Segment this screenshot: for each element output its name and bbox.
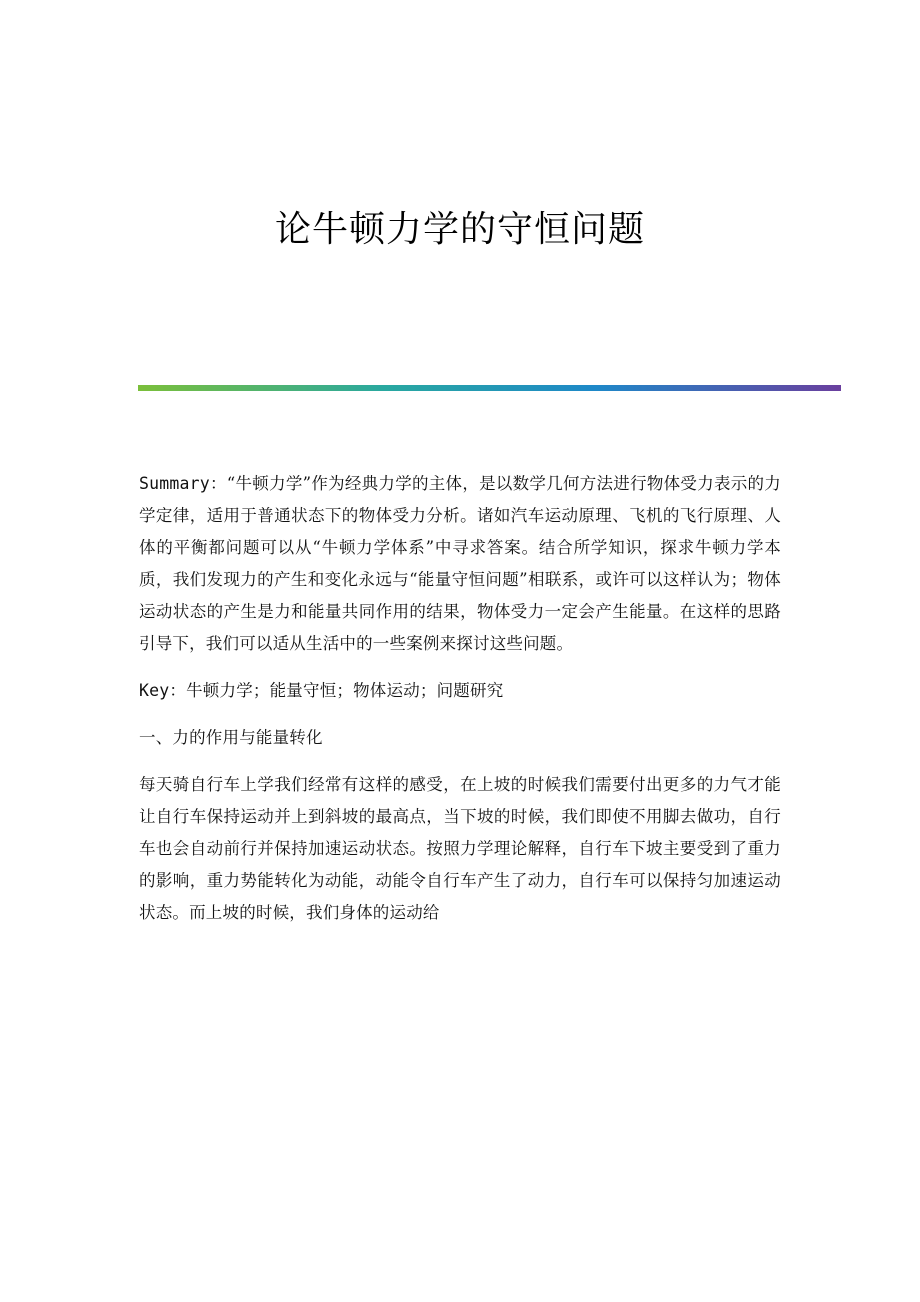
summary-label: Summary： bbox=[139, 474, 227, 493]
keywords-label: Key： bbox=[139, 681, 187, 700]
keywords-text: 牛顿力学；能量守恒；物体运动；问题研究 bbox=[186, 681, 504, 700]
section-heading: 一、力的作用与能量转化 bbox=[139, 728, 323, 747]
document-body bbox=[139, 468, 781, 929]
summary-text: “牛顿力学”作为经典力学的主体，是以数学几何方法进行物体受力表示的力学定律，适用于普通状态下的物体受力分析。诸如汽车运动原理、飞机的飞行原理、人体的平衡都问题可以从“牛顿力学体系”中寻求答案。结合所学知识，探求牛顿力学本质，我们发现力的产生和变化永远与“能量守恒问题”相联系，或许可以这样认为；物体运动状态的产生是力和能量共同作用的结果，物体受力一定会产生能量。在这样的思路引导下，我们可以适从生活中的一些案例来探讨这些问题。 bbox=[139, 474, 782, 653]
document-title: 论牛顿力学的守恒问题 bbox=[274, 209, 645, 250]
section-paragraph: 每天骑自行车上学我们经常有这样的感受，在上坡的时候我们需要付出更多的力气才能让自行车保持运动并上到斜坡的最高点，当下坡的时候，我们即使不用脚去做功，自行车也会自动前行并保持加速运动状态。按照力学理论解释，自行车下坡主要受到了重力的影响，重力势能转化为动能，动能令自行车产生了动力，自行车可以保持匀加速运动状态。而上坡的时候，我们身体的运动给 bbox=[139, 775, 781, 922]
summary-paragraph bbox=[139, 468, 781, 660]
keywords-paragraph bbox=[139, 675, 781, 707]
title-divider bbox=[138, 385, 841, 391]
